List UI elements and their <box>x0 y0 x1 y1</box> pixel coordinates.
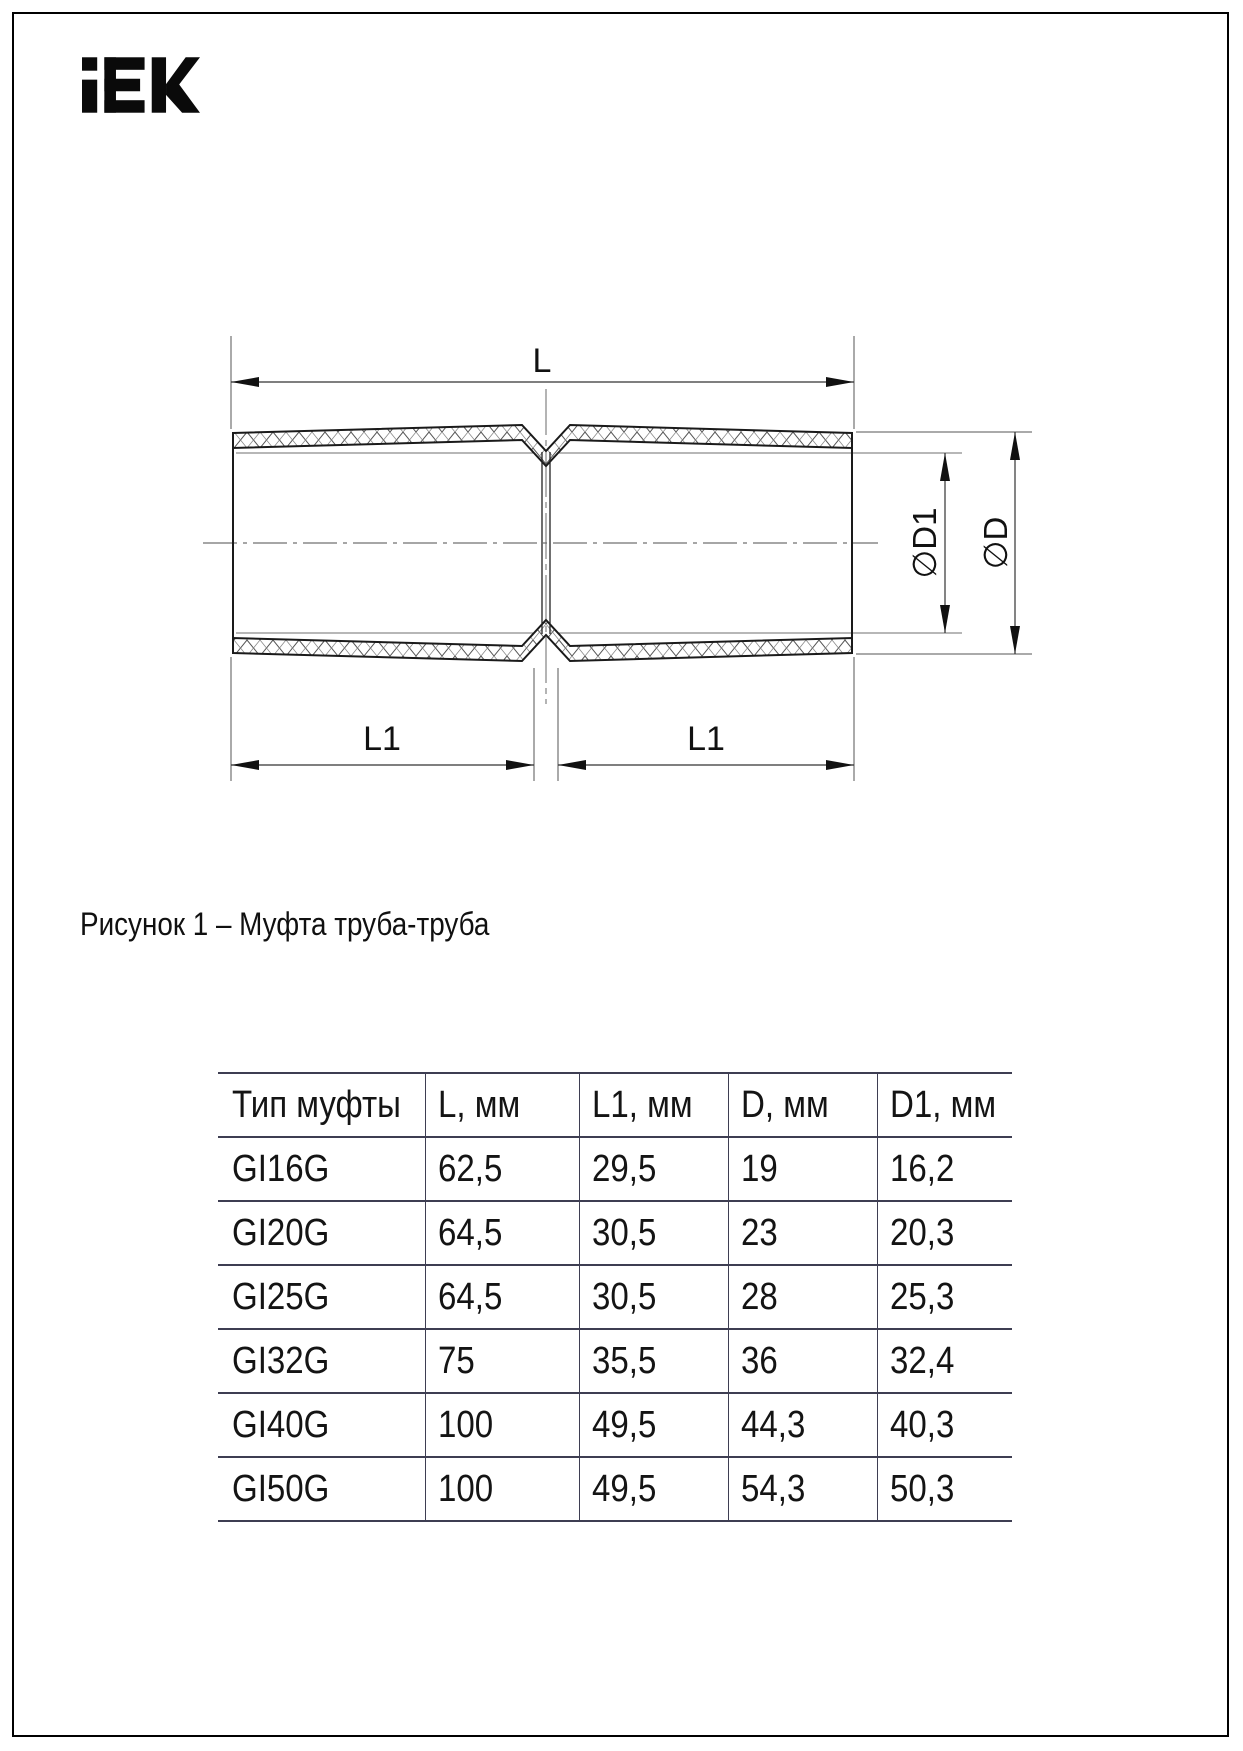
dimension-d1 <box>906 453 950 633</box>
specs-table <box>218 1072 1012 1522</box>
cell-d1: 32,4 <box>877 1330 1012 1394</box>
dimension-l <box>231 336 854 429</box>
col-header-l: L, мм <box>425 1074 579 1138</box>
cell-l1: 30,5 <box>579 1202 728 1266</box>
logo-i-dot <box>82 57 97 70</box>
arrow-right-icon <box>826 760 854 770</box>
cell-d: 28 <box>728 1266 877 1330</box>
cell-l1: 29,5 <box>579 1138 728 1202</box>
cell-type: GI40G <box>218 1394 425 1458</box>
cell-type: GI25G <box>218 1266 425 1330</box>
cell-d1: 50,3 <box>877 1458 1012 1522</box>
cell-type: GI20G <box>218 1202 425 1266</box>
col-header-d1: D1, мм <box>877 1074 1012 1138</box>
dim-label-l1-right: L1 <box>687 720 725 758</box>
cell-d1: 20,3 <box>877 1202 1012 1266</box>
arrow-right-icon <box>826 377 854 387</box>
cell-d1: 16,2 <box>877 1138 1012 1202</box>
cell-l: 100 <box>425 1394 579 1458</box>
logo-k <box>152 57 200 112</box>
cell-type: GI50G <box>218 1458 425 1522</box>
cell-l: 64,5 <box>425 1202 579 1266</box>
cell-l: 64,5 <box>425 1266 579 1330</box>
cell-type: GI32G <box>218 1330 425 1394</box>
cell-l1: 35,5 <box>579 1330 728 1394</box>
technical-drawing <box>180 310 1060 790</box>
dim-label-l1-left: L1 <box>363 720 401 758</box>
cell-l: 62,5 <box>425 1138 579 1202</box>
dim-label-d: ∅D <box>977 516 1014 570</box>
arrow-down-icon <box>1010 626 1020 654</box>
cell-d: 19 <box>728 1138 877 1202</box>
logo-i-stem <box>82 80 97 113</box>
arrow-left-icon <box>231 377 259 387</box>
arrow-left-icon <box>558 760 586 770</box>
logo-e <box>104 57 144 112</box>
cell-d: 54,3 <box>728 1458 877 1522</box>
arrow-up-icon <box>1010 432 1020 460</box>
cell-l1: 49,5 <box>579 1458 728 1522</box>
col-header-d: D, мм <box>728 1074 877 1138</box>
cell-type: GI16G <box>218 1138 425 1202</box>
arrow-up-icon <box>940 453 950 481</box>
iek-logo <box>82 57 200 113</box>
figure-caption-text: Рисунок 1 – Муфта труба-труба <box>80 906 490 942</box>
cell-l: 75 <box>425 1330 579 1394</box>
col-header-l1: L1, мм <box>579 1074 728 1138</box>
dimension-l1-right <box>558 657 854 781</box>
cell-l: 100 <box>425 1458 579 1522</box>
dimension-l1-left <box>231 657 534 781</box>
arrow-down-icon <box>940 605 950 633</box>
cell-l1: 49,5 <box>579 1394 728 1458</box>
cell-l1: 30,5 <box>579 1266 728 1330</box>
arrow-left-icon <box>231 760 259 770</box>
col-header-type: Тип муфты <box>218 1074 425 1138</box>
cell-d1: 40,3 <box>877 1394 1012 1458</box>
figure-caption <box>80 906 551 943</box>
dim-label-d1: ∅D1 <box>906 507 943 579</box>
cell-d1: 25,3 <box>877 1266 1012 1330</box>
cell-d: 36 <box>728 1330 877 1394</box>
cell-d: 23 <box>728 1202 877 1266</box>
arrow-right-icon <box>506 760 534 770</box>
cell-d: 44,3 <box>728 1394 877 1458</box>
dim-label-l: L <box>532 342 552 380</box>
